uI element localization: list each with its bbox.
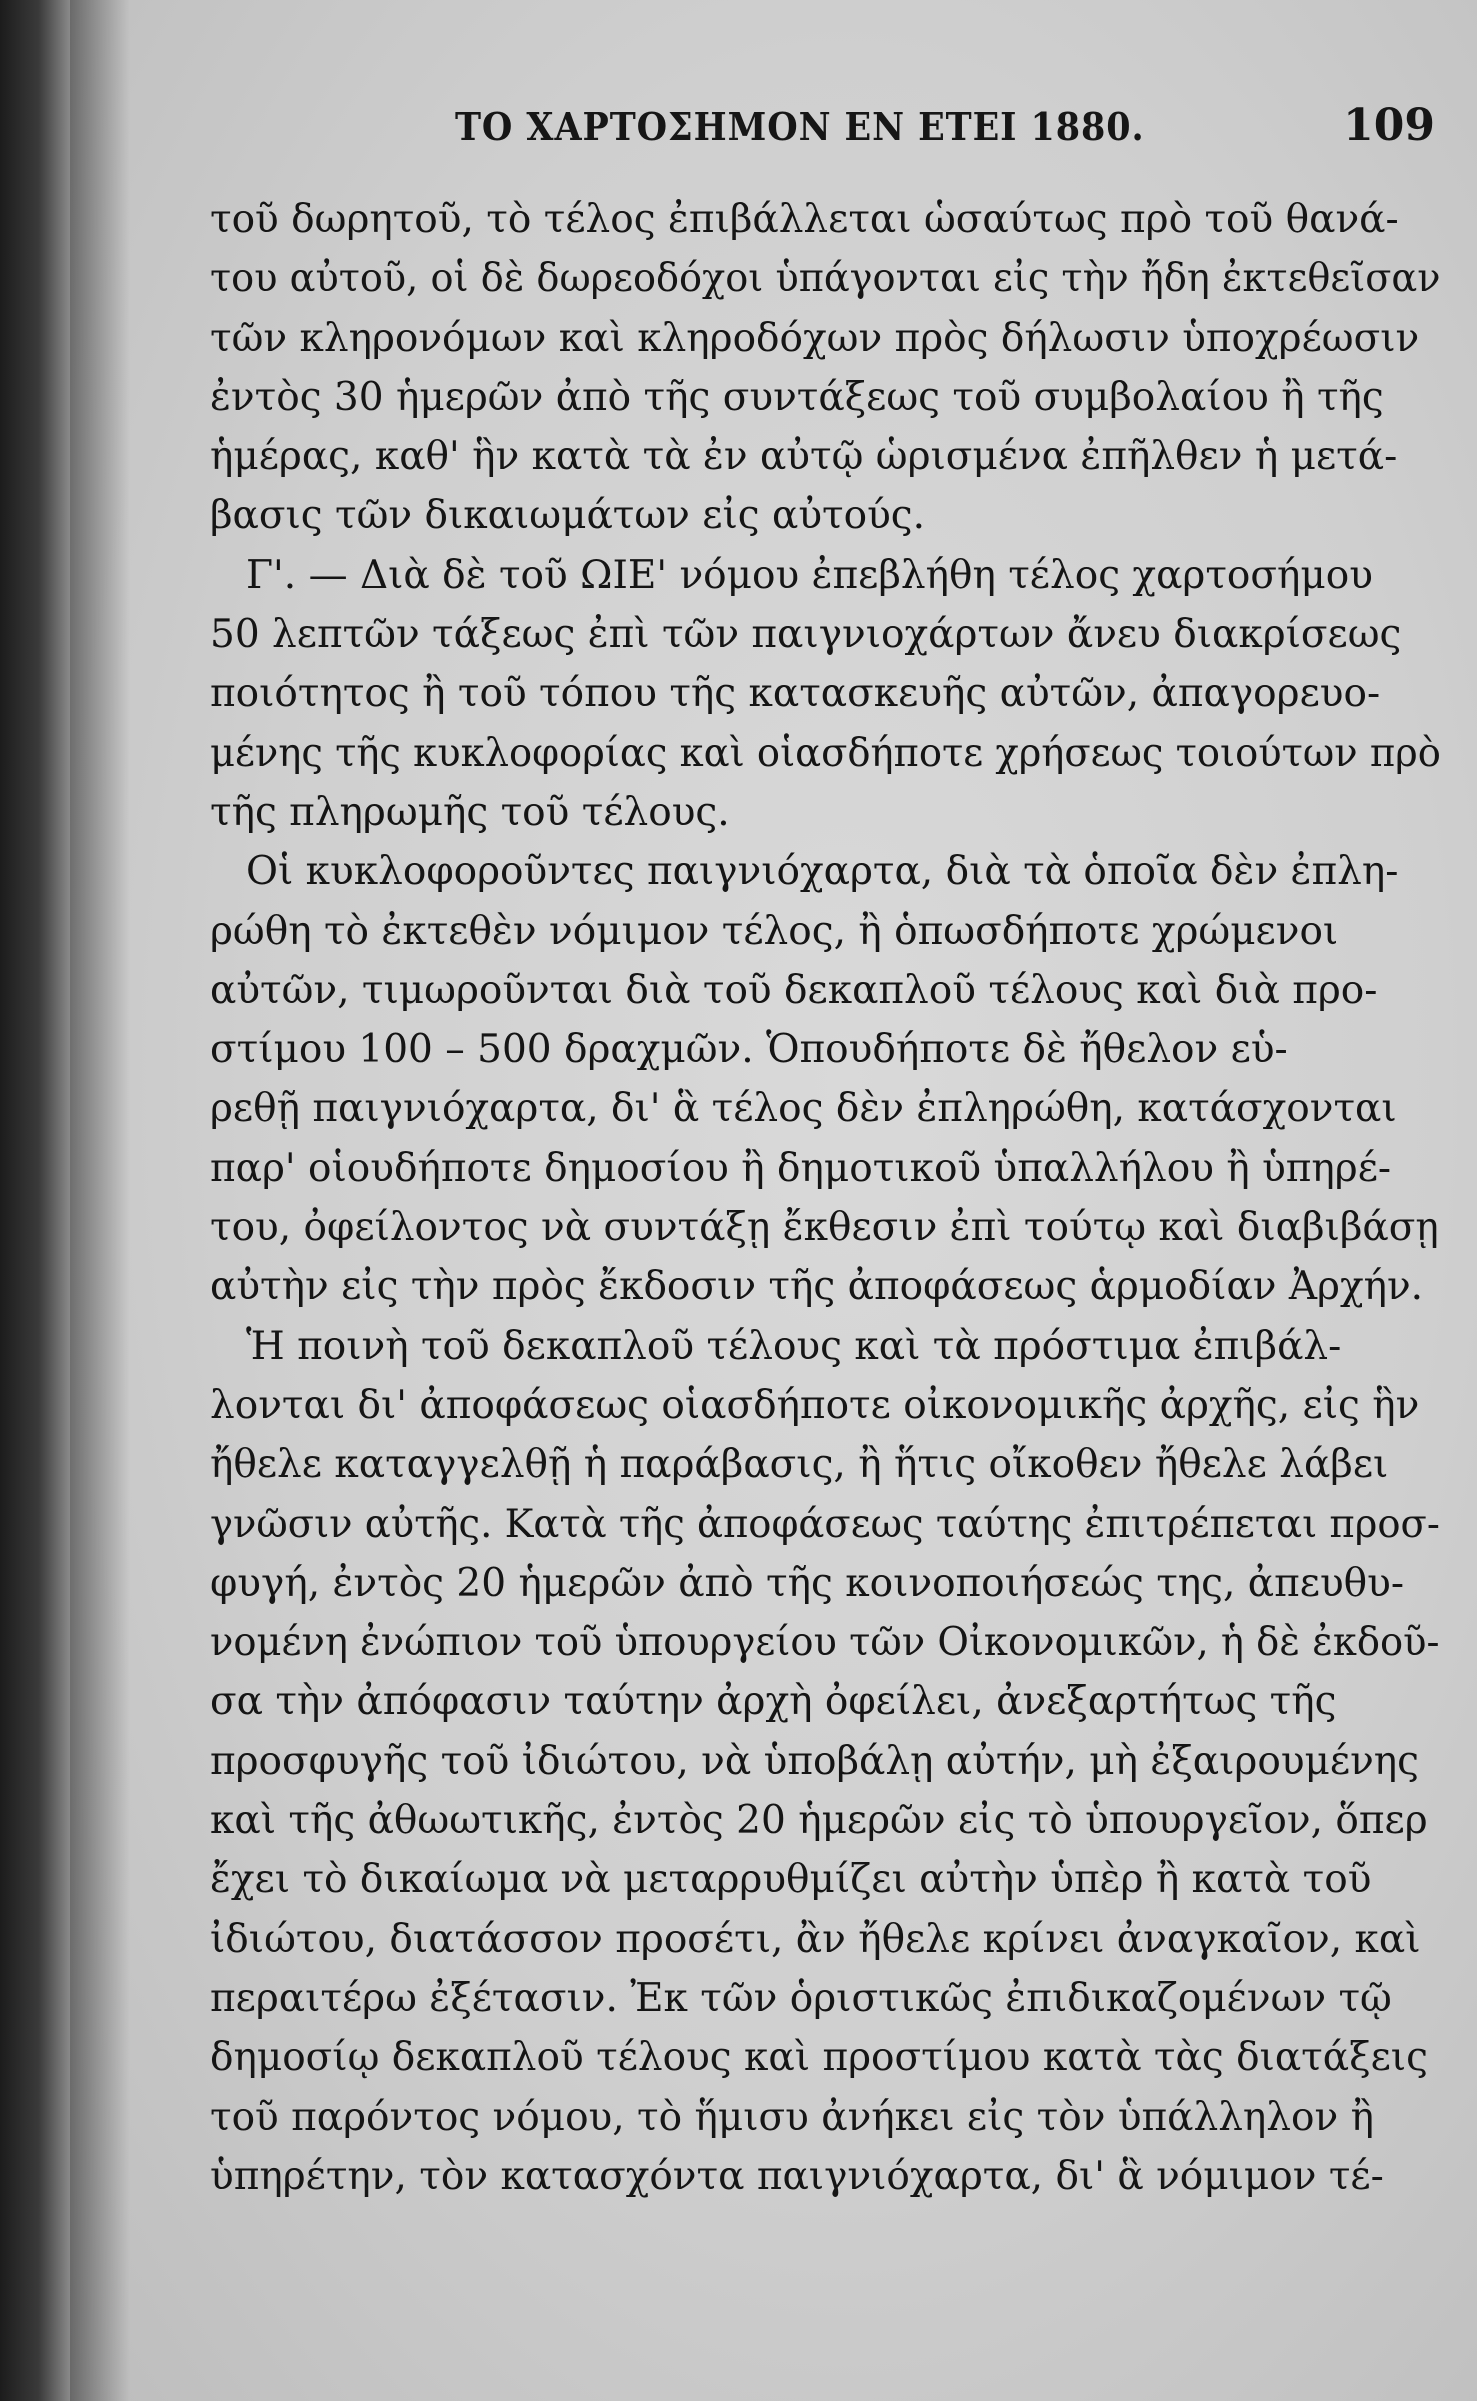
text-line: ἔχει τὸ δικαίωμα νὰ μεταρρυθμίζει αὐτὴν ὑπὲρ ἢ κατὰ τοῦ: [210, 1857, 1372, 1903]
text-line: του αὐτοῦ, οἱ δὲ δωρεοδόχοι ὑπάγονται εἰς τὴν ἤδη ἐκτεθεῖσαν: [210, 256, 1441, 302]
text-line: ἰδιώτου, διατάσσον προσέτι, ἂν ἤθελε κρίνει ἀναγκαῖον, καὶ: [210, 1916, 1421, 1962]
scan-binding-edge: [0, 0, 70, 2401]
text-line: Ἡ ποινὴ τοῦ δεκαπλοῦ τέλους καὶ τὰ πρόστιμα ἐπιβάλ-: [246, 1323, 1342, 1369]
text-line: ἐντὸς 30 ἡμερῶν ἀπὸ τῆς συντάξεως τοῦ συμβολαίου ἢ τῆς: [210, 374, 1384, 420]
text-line: παρ' οἱουδήποτε δημοσίου ἢ δημοτικοῦ ὑπαλλήλου ἢ ὑπηρέ-: [210, 1145, 1392, 1191]
text-line: ὑπηρέτην, τὸν κατασχόντα παιγνιόχαρτα, δι' ἃ νόμιμον τέ-: [210, 2153, 1384, 2199]
page-header: [455, 100, 1435, 160]
text-line: λονται δι' ἀποφάσεως οἱασδήποτε οἰκονομικῆς ἀρχῆς, εἰς ἣν: [210, 1382, 1420, 1428]
text-line: ρεθῇ παιγνιόχαρτα, δι' ἃ τέλος δὲν ἐπληρώθη, κατάσχονται: [210, 1086, 1397, 1132]
text-line: τοῦ παρόντος νόμου, τὸ ἥμισυ ἀνήκει εἰς τὸν ὑπάλληλον ἢ: [210, 2094, 1374, 2140]
book-page: [70, 0, 1477, 2401]
text-line: ἡμέρας, καθ' ἣν κατὰ τὰ ἐν αὐτῷ ὡρισμένα ἐπῆλθεν ἡ μετά-: [210, 434, 1398, 480]
text-line: περαιτέρω ἐξέτασιν. Ἐκ τῶν ὁριστικῶς ἐπιδικαζομένων τῷ: [210, 1975, 1392, 2021]
text-line: στίμου 100 – 500 δραχμῶν. Ὁπουδήποτε δὲ ἤθελον εὑ-: [210, 1027, 1288, 1073]
text-line: αὐτὴν εἰς τὴν πρὸς ἔκδοσιν τῆς ἀποφάσεως ἁρμοδίαν Ἀρχήν.: [210, 1264, 1424, 1310]
text-line: Οἱ κυκλοφοροῦντες παιγνιόχαρτα, διὰ τὰ ὁποῖα δὲν ἐπλη-: [246, 849, 1399, 895]
text-line: ρώθη τὸ ἐκτεθὲν νόμιμον τέλος, ἢ ὁπωσδήποτε χρώμενοι: [210, 908, 1339, 954]
text-line: τῶν κληρονόμων καὶ κληροδόχων πρὸς δήλωσιν ὑποχρέωσιν: [210, 315, 1420, 361]
running-title: ΤΟ ΧΑΡΤΟΣΗΜΟΝ ΕΝ ΕΤΕΙ 1880.: [455, 104, 1145, 149]
text-line: φυγή, ἐντὸς 20 ἡμερῶν ἀπὸ τῆς κοινοποιήσεώς της, ἀπευθυ-: [210, 1560, 1405, 1606]
text-line: Γ'. — Διὰ δὲ τοῦ ΩΙΕ' νόμου ἐπεβλήθη τέλος χαρτοσήμου: [246, 552, 1373, 598]
text-line: βασις τῶν δικαιωμάτων εἰς αὐτούς.: [210, 493, 926, 539]
text-line: 50 λεπτῶν τάξεως ἐπὶ τῶν παιγνιοχάρτων ἄνευ διακρίσεως: [210, 612, 1402, 658]
text-line: τοῦ δωρητοῦ, τὸ τέλος ἐπιβάλλεται ὡσαύτως πρὸ τοῦ θανά-: [210, 197, 1399, 242]
page-number: 109: [1343, 100, 1435, 151]
text-line: γνῶσιν αὐτῆς. Κατὰ τῆς ἀποφάσεως ταύτης ἐπιτρέπεται προσ-: [210, 1501, 1440, 1547]
text-line: καὶ τῆς ἀθωωτικῆς, ἐντὸς 20 ἡμερῶν εἰς τὸ ὑπουργεῖον, ὅπερ: [210, 1798, 1428, 1844]
text-line: ἤθελε καταγγελθῇ ἡ παράβασις, ἢ ἥτις οἴκοθεν ἤθελε λάβει: [210, 1442, 1389, 1488]
text-line: δημοσίῳ δεκαπλοῦ τέλους καὶ προστίμου κατὰ τὰς διατάξεις: [210, 2035, 1428, 2081]
text-line: αὐτῶν, τιμωροῦνται διὰ τοῦ δεκαπλοῦ τέλους καὶ διὰ προ-: [210, 967, 1378, 1013]
text-line: προσφυγῆς τοῦ ἰδιώτου, νὰ ὑποβάλῃ αὐτήν, μὴ ἐξαιρουμένης: [210, 1738, 1420, 1784]
text-line: μένης τῆς κυκλοφορίας καὶ οἱασδήποτε χρήσεως τοιούτων πρὸ: [210, 730, 1441, 776]
text-line: τῆς πληρωμῆς τοῦ τέλους.: [210, 789, 730, 835]
text-line: του, ὀφείλοντος νὰ συντάξῃ ἔκθεσιν ἐπὶ τούτῳ καὶ διαβιβάσῃ: [210, 1205, 1439, 1251]
text-line: ποιότητος ἢ τοῦ τόπου τῆς κατασκευῆς αὐτῶν, ἀπαγορευο-: [210, 671, 1381, 717]
text-line: νομένη ἐνώπιον τοῦ ὑπουργείου τῶν Οἰκονομικῶν, ἡ δὲ ἐκδοῦ-: [210, 1620, 1440, 1666]
body-text: [210, 190, 1460, 2206]
text-line: σα τὴν ἀπόφασιν ταύτην ἀρχὴ ὀφείλει, ἀνεξαρτήτως τῆς: [210, 1679, 1337, 1725]
